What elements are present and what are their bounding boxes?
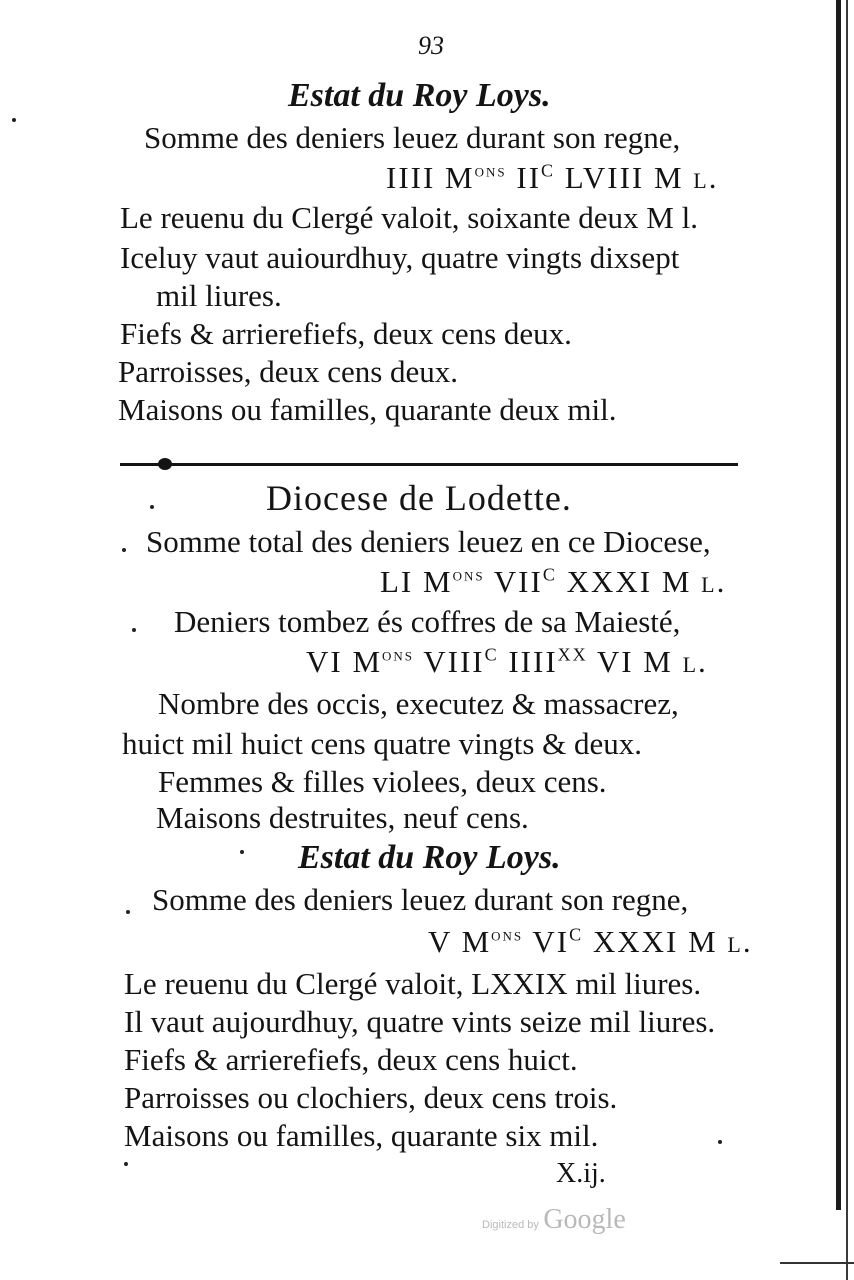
section3-sum-total: V $M^{ons}$ $VI^C$ XXXI M l.: [428, 924, 753, 959]
page-edge-shadow: [836, 0, 841, 1210]
section1-fiefs: Fiefs & arrierefiefs, deux cens deux.: [120, 316, 572, 351]
page-number: 93: [418, 31, 444, 60]
section2-coffers-line: Deniers tombez és coffres de sa Maiesté,: [174, 604, 681, 639]
ink-speck: [122, 548, 126, 552]
ink-speck: [126, 910, 130, 914]
section3-parishes: Parroisses ou clochiers, deux cens trois.: [124, 1080, 618, 1115]
section2-killed-line: Nombre des occis, executez & massacrez,: [158, 686, 679, 721]
section3-sum-line: Somme des deniers leuez durant son regne,: [152, 882, 689, 917]
ink-speck: [12, 118, 16, 122]
section2-total-line: Somme total des deniers leuez en ce Diocese,: [146, 524, 711, 559]
section2-women: Femmes & filles violees, deux cens.: [158, 764, 607, 799]
page-edge-line: [846, 0, 848, 1280]
ink-speck: [132, 628, 136, 632]
section1-current-value: Iceluy vaut auiourdhuy, quatre vingts dixsept: [120, 240, 680, 275]
section-divider-ornament: [158, 458, 172, 470]
section1-current-value-cont: mil liures.: [156, 278, 282, 313]
section-divider-rule: [120, 463, 738, 466]
section1-parishes: Parroisses, deux cens deux.: [118, 354, 459, 389]
ink-speck: [718, 1140, 722, 1144]
ink-speck: [240, 850, 244, 854]
section2-coffers-total: VI $M^{ons}$ $VIII^C$ $IIII^{XX}$ VI M l.: [306, 644, 708, 679]
section3-houses: Maisons ou familles, quarante six mil.: [124, 1118, 599, 1153]
ink-speck: [150, 505, 154, 509]
section2-killed-count: huict mil huict cens quatre vingts & deux.: [122, 726, 643, 761]
section3-fiefs: Fiefs & arrierefiefs, deux cens huict.: [124, 1042, 578, 1077]
section2-title: Diocese de Lodette.: [266, 478, 572, 518]
section3-heading: Estat du Roy Loys.: [298, 839, 561, 876]
section1-houses: Maisons ou familles, quarante deux mil.: [118, 392, 617, 427]
signature-mark: X.ij.: [556, 1158, 606, 1189]
section2-houses-destroyed: Maisons destruites, neuf cens.: [156, 800, 529, 835]
section1-clergy-revenue: Le reuenu du Clergé valoit, soixante deux M l.: [120, 200, 698, 235]
section1-heading: Estat du Roy Loys.: [288, 77, 551, 114]
section3-clergy-revenue: Le reuenu du Clergé valoit, LXXIX mil liures.: [124, 966, 702, 1001]
section3-current-value: Il vaut aujourdhuy, quatre vints seize mil liures.: [124, 1004, 716, 1039]
section1-sum-line: Somme des deniers leuez durant son regne,: [144, 120, 681, 155]
section2-total: LI $M^{ons}$ $VII^C$ XXXI M l.: [380, 564, 727, 599]
ink-speck: [124, 1162, 128, 1166]
digitized-by-google-watermark: Digitized by Google: [482, 1204, 626, 1235]
section1-sum-total: IIII $M^{ons}$ $II^C$ LVIII M l.: [386, 160, 719, 195]
bottom-edge-line: [780, 1262, 854, 1264]
